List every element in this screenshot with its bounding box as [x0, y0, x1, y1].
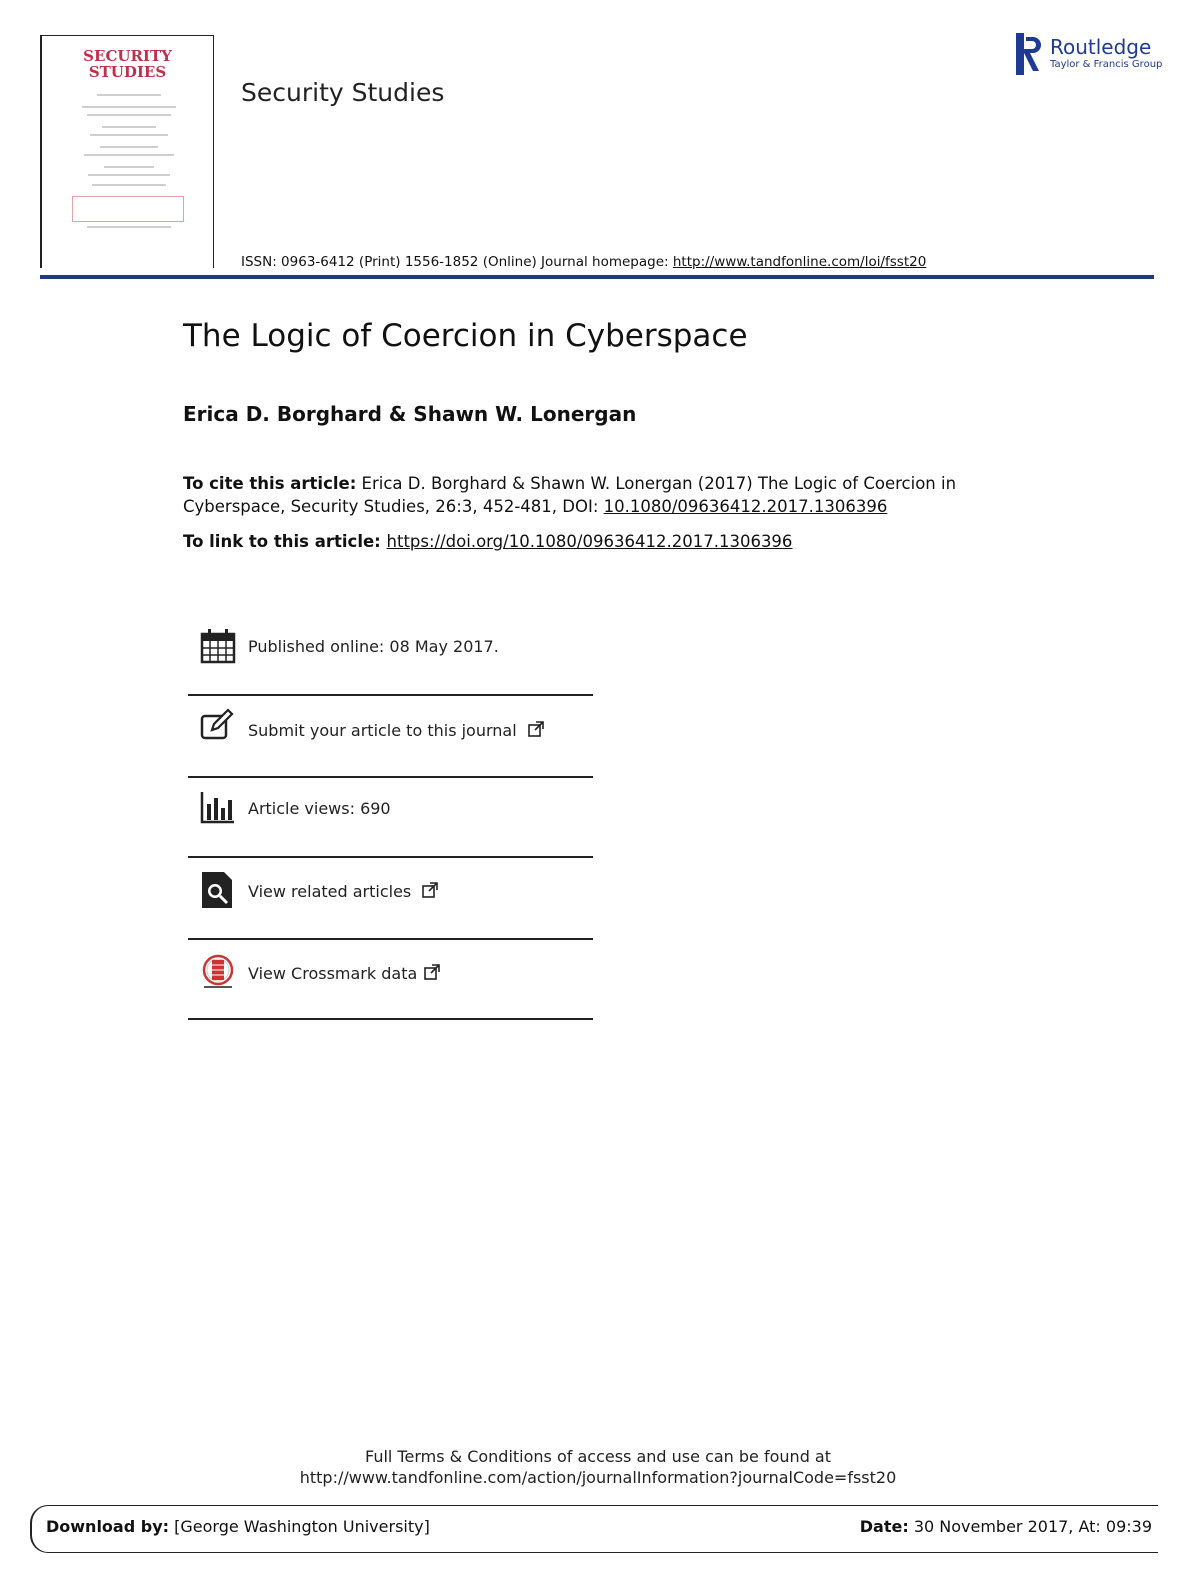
cover-text-line — [88, 174, 170, 176]
cover-text-line — [102, 126, 156, 128]
crossmark-label: View Crossmark data — [248, 964, 418, 983]
document-search-icon — [200, 872, 236, 908]
info-separators — [188, 616, 593, 696]
related-articles-label: View related articles — [248, 882, 412, 901]
citation-label: To cite this article: — [183, 474, 357, 493]
journal-cover-image — [40, 35, 214, 268]
cover-highlight-box — [72, 196, 184, 222]
published-date: Published online: 08 May 2017. — [248, 637, 499, 656]
cover-title-line1: SECURITY — [83, 47, 172, 65]
cover-text-line — [82, 106, 176, 108]
cover-text-line — [84, 154, 174, 156]
cover-title — [42, 48, 213, 80]
bar-chart-icon — [200, 790, 236, 826]
related-articles-link[interactable] — [248, 882, 438, 901]
routledge-r-icon — [1016, 33, 1042, 75]
divider — [188, 694, 593, 696]
issn-text: ISSN: 0963-6412 (Print) 1556-1852 (Online) Journal homepage: — [241, 254, 673, 270]
download-date — [860, 1517, 1152, 1536]
citation-text: Erica D. Borghard & Shawn W. Lonergan (2017) The Logic of Coercion in Cyberspace, Security Studies, 26:3, 452-481, DOI: — [183, 474, 957, 516]
terms-url[interactable]: http://www.tandfonline.com/action/journalInformation?journalCode=fsst20 — [299, 1468, 897, 1487]
related-row[interactable] — [188, 858, 593, 938]
external-link-icon — [422, 882, 438, 898]
cover-text-line — [97, 94, 161, 96]
link-label: To link to this article: — [183, 532, 387, 551]
crossmark-link[interactable] — [248, 964, 440, 983]
crossmark-row[interactable] — [188, 940, 593, 1020]
terms-block — [0, 1446, 1196, 1488]
terms-line1: Full Terms & Conditions of access and use can be found at — [364, 1447, 832, 1466]
submit-row[interactable] — [188, 698, 593, 778]
download-by — [46, 1517, 430, 1536]
submit-article-label: Submit your article to this journal — [248, 721, 517, 740]
download-date-value: 30 November 2017, At: 09:39 — [908, 1517, 1152, 1536]
publisher-name: Routledge — [1050, 35, 1152, 59]
article-authors: Erica D. Borghard & Shawn W. Lonergan — [183, 402, 637, 426]
cover-text-line — [87, 114, 171, 116]
journal-name: Security Studies — [241, 78, 445, 107]
journal-homepage-link[interactable]: http://www.tandfonline.com/loi/fsst20 — [672, 254, 927, 270]
citation-doi-link[interactable]: 10.1080/09636412.2017.1306396 — [603, 497, 888, 516]
cover-text-line — [100, 146, 158, 148]
cover-text-line — [87, 226, 171, 228]
views-row — [188, 778, 593, 858]
download-date-label: Date: — [859, 1517, 909, 1536]
publisher-group: Taylor & Francis Group — [1050, 59, 1163, 70]
crossmark-icon — [200, 954, 236, 990]
download-by-label: Download by: — [46, 1517, 170, 1536]
cover-title-line2: STUDIES — [88, 63, 167, 81]
cover-text-line — [104, 166, 154, 168]
article-link-block — [183, 532, 792, 551]
routledge-logo — [1016, 33, 1163, 77]
citation-block — [183, 472, 1003, 518]
issn-line — [241, 254, 926, 270]
article-views: Article views: 690 — [248, 799, 391, 818]
edit-icon — [200, 708, 236, 744]
cover-text-line — [90, 134, 168, 136]
header-divider — [40, 275, 1154, 279]
download-by-value: [George Washington University] — [169, 1517, 430, 1536]
external-link-icon — [424, 964, 440, 980]
article-doi-link[interactable]: https://doi.org/10.1080/09636412.2017.1306396 — [386, 532, 793, 551]
cover-text-line — [92, 184, 166, 186]
article-title: The Logic of Coercion in Cyberspace — [183, 318, 748, 354]
submit-article-link[interactable] — [248, 721, 544, 740]
external-link-icon — [528, 721, 544, 737]
